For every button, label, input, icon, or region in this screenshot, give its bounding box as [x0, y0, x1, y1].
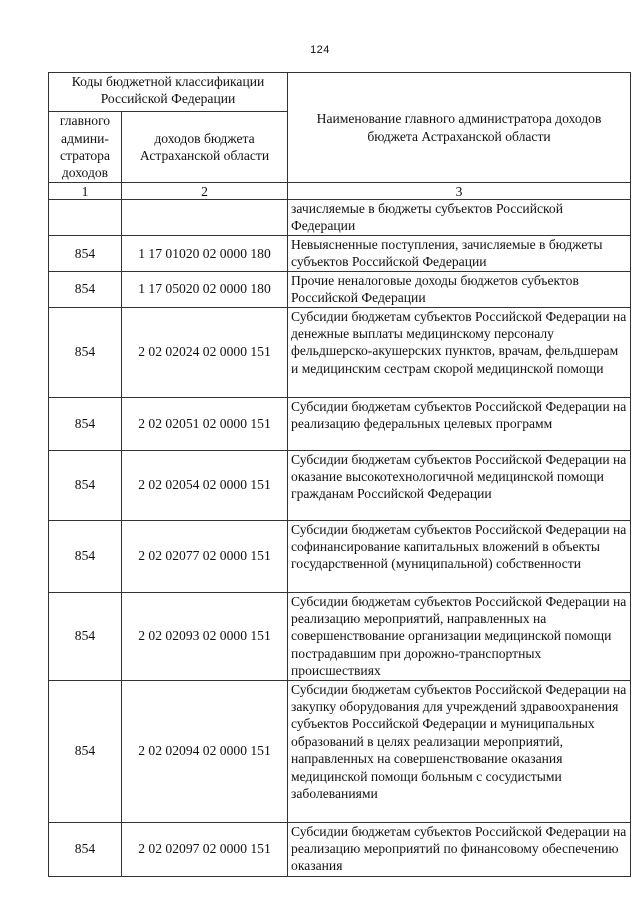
revenue-code-cell [122, 200, 288, 236]
table-row [49, 200, 631, 236]
revenue-code-cell: 2 02 02093 02 0000 151 [122, 592, 288, 680]
admin-code-cell: 854 [49, 520, 122, 592]
table-row [49, 397, 631, 450]
column-number-1: 1 [49, 183, 122, 200]
table-row [49, 450, 631, 520]
revenue-code-cell: 2 02 02024 02 0000 151 [122, 307, 288, 397]
revenue-name-cell: зачисляемые в бюджеты субъектов Российской Федерации [288, 200, 631, 236]
revenue-name-cell: Субсидии бюджетам субъектов Российской Федерации на реализацию федеральных целевых программ [288, 397, 631, 450]
admin-code-cell: 854 [49, 397, 122, 450]
column-number-2: 2 [122, 183, 288, 200]
header-budget-codes: Коды бюджетной классификации Российской Федерации [49, 73, 288, 112]
admin-code-cell: 854 [49, 235, 122, 271]
revenue-name-cell: Субсидии бюджетам субъектов Российской Федерации на реализацию мероприятий, направленных на совершенствование организации медицинской помощи пострадавшим при дорожно-транспортных происшествиях [288, 592, 631, 680]
admin-code-cell: 854 [49, 271, 122, 307]
admin-code-cell: 854 [49, 450, 122, 520]
revenue-name-cell: Невыясненные поступления, зачисляемые в бюджеты субъектов Российской Федерации [288, 235, 631, 271]
revenue-name-cell: Субсидии бюджетам субъектов Российской Федерации на оказание высокотехнологичной медицинской помощи гражданам Российской Федерации [288, 450, 631, 520]
column-number-3: 3 [288, 183, 631, 200]
table-row [49, 235, 631, 271]
revenue-code-cell: 2 02 02077 02 0000 151 [122, 520, 288, 592]
admin-code-cell: 854 [49, 307, 122, 397]
revenue-code-cell: 2 02 02097 02 0000 151 [122, 822, 288, 876]
admin-code-cell: 854 [49, 680, 122, 822]
revenue-name-cell: Субсидии бюджетам субъектов Российской Федерации на закупку оборудования для учреждений здравоохранения субъектов Российской Федерации и муниципальных образований в целях реализации мероприятий, направленных на совершенствование оказания медицинской помощи больным с сосудистыми заболеваниями [288, 680, 631, 822]
revenue-code-cell: 1 17 05020 02 0000 180 [122, 271, 288, 307]
page-number: 124 [310, 44, 330, 56]
table-row [49, 271, 631, 307]
admin-code-cell: 854 [49, 822, 122, 876]
table-body [49, 200, 631, 877]
revenue-name-cell: Субсидии бюджетам субъектов Российской Федерации на денежные выплаты медицинскому персоналу фельдшерско-акушерских пунктов, врачам, фельдшерам и медицинским сестрам скорой медицинской помощи [288, 307, 631, 397]
revenue-code-cell: 1 17 01020 02 0000 180 [122, 235, 288, 271]
revenue-name-cell: Субсидии бюджетам субъектов Российской Федерации на софинансирование капитальных вложений в объекты государственной (муниципальной) собственности [288, 520, 631, 592]
revenue-code-cell: 2 02 02051 02 0000 151 [122, 397, 288, 450]
budget-classification-table [48, 72, 631, 877]
revenue-code-cell: 2 02 02094 02 0000 151 [122, 680, 288, 822]
table-row [49, 592, 631, 680]
table-row [49, 822, 631, 876]
revenue-name-cell: Прочие неналоговые доходы бюджетов субъектов Российской Федерации [288, 271, 631, 307]
header-regional-revenue-code: доходов бюджета Астраханской области [122, 112, 288, 183]
revenue-code-cell: 2 02 02054 02 0000 151 [122, 450, 288, 520]
revenue-name-cell: Субсидии бюджетам субъектов Российской Федерации на реализацию мероприятий по финансовому обеспечению оказания [288, 822, 631, 876]
table-row [49, 520, 631, 592]
admin-code-cell [49, 200, 122, 236]
header-main-administrator: главного админи-стратора доходов [49, 112, 122, 183]
table-row [49, 307, 631, 397]
header-administrator-name: Наименование главного администратора доходов бюджета Астраханской области [288, 73, 631, 183]
table-row [49, 680, 631, 822]
admin-code-cell: 854 [49, 592, 122, 680]
